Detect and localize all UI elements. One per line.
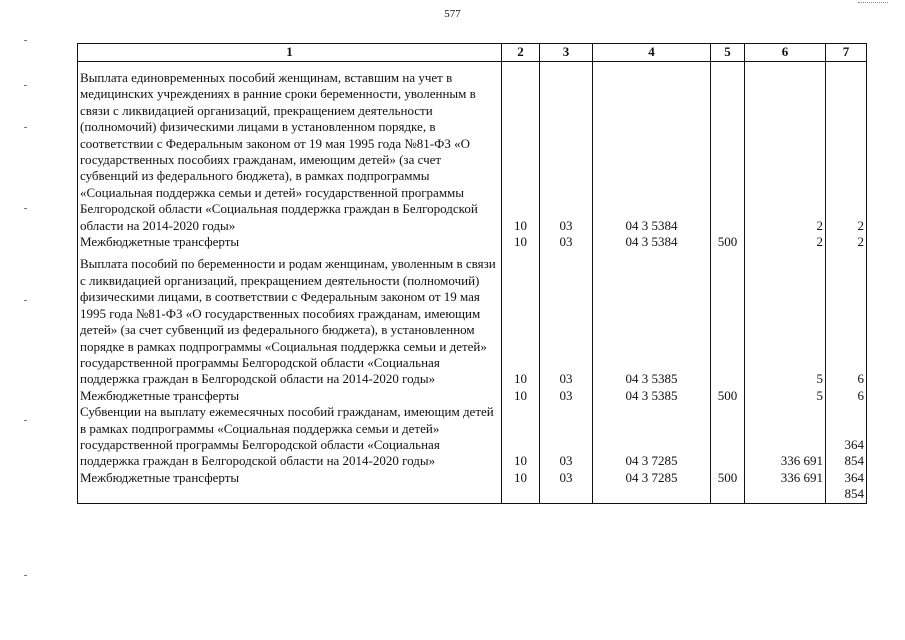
col-header-1: 1: [78, 44, 502, 62]
row-target-code: 04 3 5384: [593, 62, 711, 235]
row-target-code: 04 3 5385: [593, 250, 711, 387]
row-subsection: 03: [540, 404, 593, 470]
row-sum-2: 2: [826, 62, 867, 235]
row-subsection: 03: [540, 234, 593, 250]
row-sum-1: 2: [745, 62, 826, 235]
margin-mark: [24, 420, 27, 421]
row-expense-type: [711, 62, 745, 235]
row-section: 10: [502, 234, 540, 250]
row-expense-type: [711, 404, 745, 470]
scan-artifact: [858, 2, 888, 4]
margin-mark: [24, 40, 27, 41]
row-subsection: 03: [540, 250, 593, 387]
row-section: 10: [502, 470, 540, 503]
col-header-2: 2: [502, 44, 540, 62]
table-row: [78, 250, 867, 387]
header-row: [78, 44, 867, 62]
row-target-code: 04 3 7285: [593, 404, 711, 470]
margin-mark: [24, 208, 27, 209]
row-sum-2: 364 854: [826, 470, 867, 503]
row-target-code: 04 3 7285: [593, 470, 711, 503]
row-sum-1: 336 691: [745, 470, 826, 503]
row-sum-1: 336 691: [745, 404, 826, 470]
row-name: Межбюджетные трансферты: [78, 388, 502, 404]
row-target-code: 04 3 5385: [593, 388, 711, 404]
row-name: Выплата пособий по беременности и родам женщинам, уволенным в связи с ликвидацией организаций, прекращением деятельности (полномочий) физическими лицами, в соответствии с Федеральным законом от 19 мая 1995 года №81-ФЗ «О государственных пособиях гражданам, имеющим детей» (за счет субвенций из федерального бюджета), в установленном порядке в рамках подпрограммы «Социальная поддержка семьи и детей» государственной программы Белгородской области «Социальная поддержка граждан в Белгородской области на 2014-2020 годы»: [78, 250, 502, 387]
margin-mark: [24, 85, 27, 86]
row-name: Межбюджетные трансферты: [78, 234, 502, 250]
row-sum-1: 5: [745, 250, 826, 387]
col-header-6: 6: [745, 44, 826, 62]
row-section: 10: [502, 404, 540, 470]
row-name: Выплата единовременных пособий женщинам, вставшим на учет в медицинских учреждениях в ранние сроки беременности, уволенным в связи с ликвидацией организаций, прекращением деятельности (полномочий) физическими лицами в установленном порядке, в соответствии с Федеральным законом от 19 мая 1995 года №81-ФЗ «О государственных пособиях гражданам, имеющим детей» (за счет субвенций из федерального бюджета), в рамках подпрограммы «Социальная поддержка семьи и детей» государственной программы Белгородской области «Социальная поддержка граждан в Белгородской области на 2014-2020 годы»: [78, 62, 502, 235]
margin-mark: [24, 127, 27, 128]
row-sum-1: 2: [745, 234, 826, 250]
col-header-5: 5: [711, 44, 745, 62]
row-sum-2: 6: [826, 250, 867, 387]
row-target-code: 04 3 5384: [593, 234, 711, 250]
col-header-4: 4: [593, 44, 711, 62]
row-sum-2: 364 854: [826, 404, 867, 470]
row-subsection: 03: [540, 388, 593, 404]
col-header-7: 7: [826, 44, 867, 62]
col-header-3: 3: [540, 44, 593, 62]
row-name: Субвенции на выплату ежемесячных пособий гражданам, имеющим детей в рамках подпрограммы «Социальная поддержка семьи и детей» государственной программы Белгородской области «Социальная поддержка граждан в Белгородской области на 2014-2020 годы»: [78, 404, 502, 470]
row-section: 10: [502, 388, 540, 404]
row-sum-2: 2: [826, 234, 867, 250]
row-section: 10: [502, 250, 540, 387]
table-row: [78, 404, 867, 470]
table-row: [78, 234, 867, 250]
margin-mark: [24, 300, 27, 301]
table-row: [78, 388, 867, 404]
row-sum-1: 5: [745, 388, 826, 404]
margin-mark: [24, 575, 27, 576]
row-expense-type: 500: [711, 234, 745, 250]
row-expense-type: [711, 250, 745, 387]
row-sum-2: 6: [826, 388, 867, 404]
budget-table: [77, 43, 867, 504]
table-row: [78, 470, 867, 503]
row-subsection: 03: [540, 470, 593, 503]
row-name: Межбюджетные трансферты: [78, 470, 502, 503]
table-row: [78, 62, 867, 235]
page-number: 577: [444, 8, 461, 20]
row-section: 10: [502, 62, 540, 235]
row-subsection: 03: [540, 62, 593, 235]
row-expense-type: 500: [711, 470, 745, 503]
row-expense-type: 500: [711, 388, 745, 404]
